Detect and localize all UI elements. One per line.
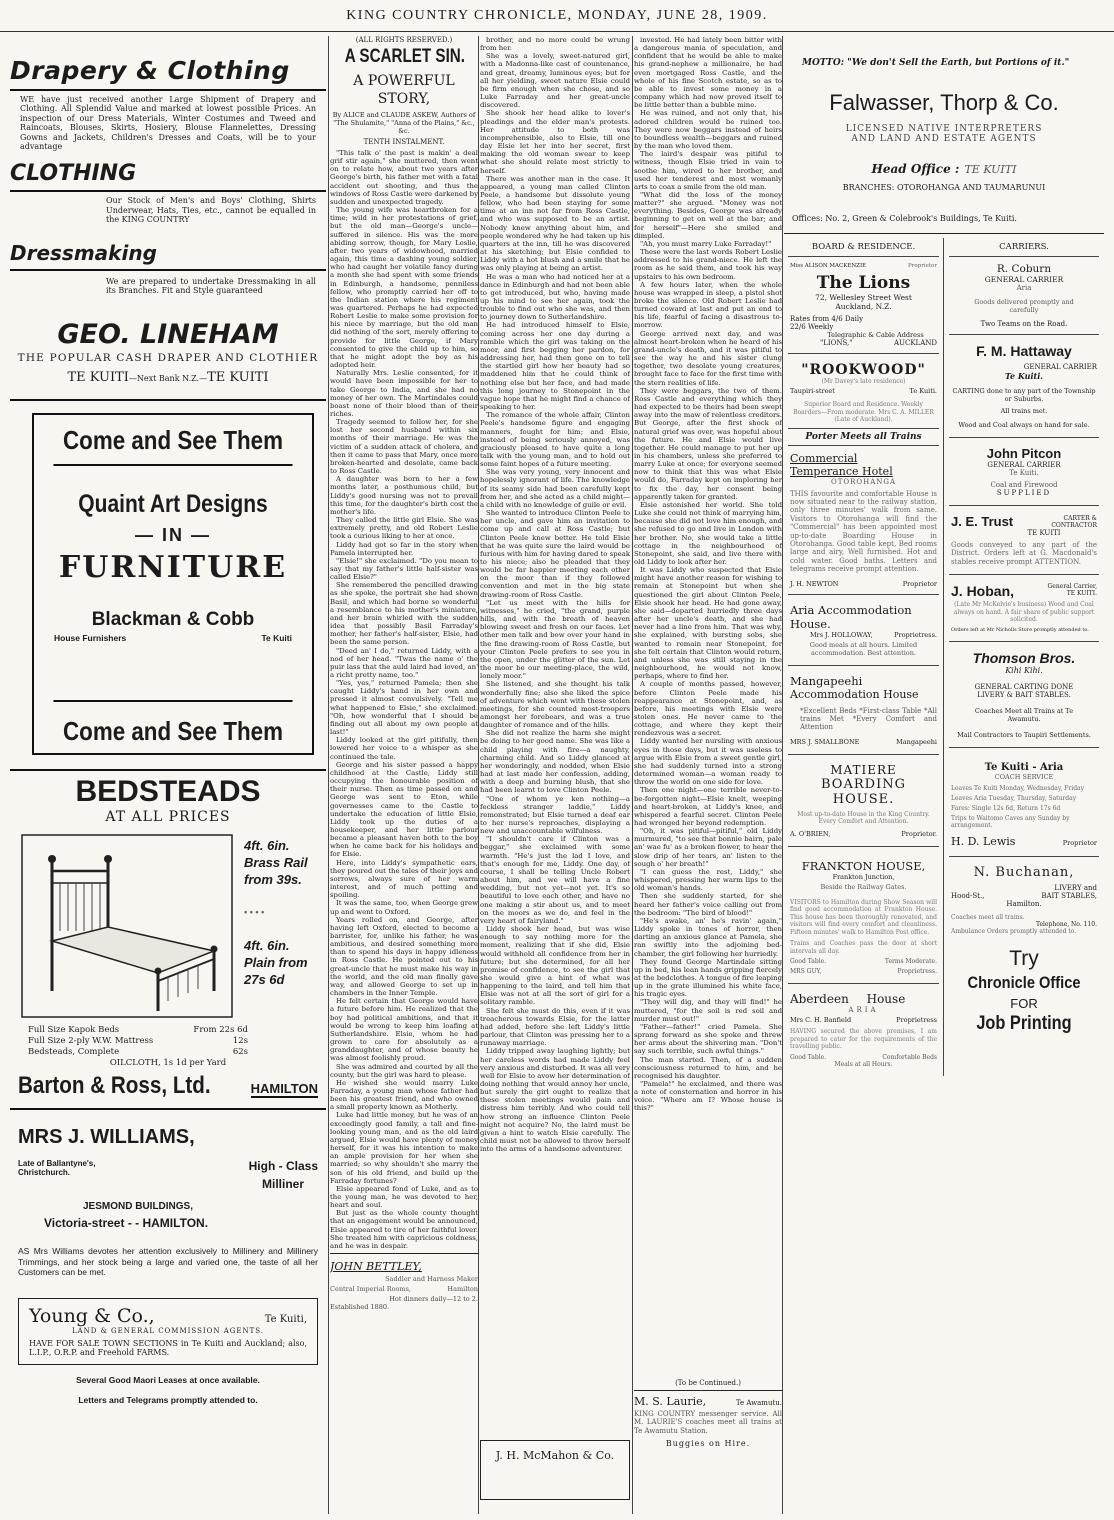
job-printing-advert [949,943,1099,1039]
mcmahon-advert [480,1440,630,1500]
coburn-body: Goods delivered promptly and carefully [974,298,1074,314]
commercial-town: OTOROHANGA [830,477,897,486]
laurie-advert [634,1390,782,1448]
rookwood-subtitle: (Mr Davey's late residence) [821,378,906,385]
thomson-trade-2: LIVERY & BAIT STABLES. [977,690,1071,699]
williams-street: Victoria-street - - HAMILTON. [44,1216,209,1231]
serial-paragraph: She wanted to introduce Clinton Peele to her uncle, and gave him an invitation to come up and call at Ross Castle; but Clinton Peele knew better. He told Elsie that he was quite sure the laird would be furious with him for having dared to speak to his niece; also he pleaded that they would be far happier meeting each other on the moor than if they followed convention and met in the big state drawing-room of Ross Castle. [480,509,630,599]
hoban-name: J. Hoban, [951,583,1015,600]
lions-tele-name: "LIONS," [820,339,853,347]
trust-body: Goods conveyed to any part of the District. Orders left at G. Macdonald's stables receive prompt ATTENTION. [951,541,1097,566]
barton-ross-town: HAMILTON [250,1081,318,1097]
masthead: KING COUNTRY CHRONICLE, MONDAY, JUNE 28, 1909. [0,8,1114,32]
buchanan-trade-2: BAIT STABLES, [1041,891,1097,900]
coburn-town: Aria [1016,284,1032,292]
serial-instalment: TENTH INSTALMENT. [363,138,445,146]
serial-paragraph: Elsie appeared fond of Luke, and as to the young man, he was devoted to her, heart and soul. [330,1184,478,1210]
matiere-prop-label: Proprietor. [901,829,937,838]
bedding-item: Full Size Kapok Beds [28,1025,120,1036]
serial-paragraph: He felt certain that George would have a future before him. He realized that the boy had political ambitions, and that it would be wrong to keep him loafing at Sutherlandshire. Elsie, whom he had grown to care for absolutely as a granddaughter, and of whose beauty he was almost foolishly proud. [330,997,478,1063]
bedstead-illustration [18,831,236,1021]
lineham-subtitle: THE POPULAR CASH DRAPER AND CLOTHIER [17,352,319,365]
serial-paragraph: But just as the whole county thought that an engagement would be announced, Elsie appeared to tire of her faithful lover. She treated him with capricious coldness, and he was in despair. [330,1209,478,1250]
trust-town: TE KUITI [1027,529,1061,537]
te-kuiti-aria-advert [949,747,1099,856]
aberdeen-prop-label: Proprietress [896,1016,937,1025]
serial-paragraph: Liddy tripped away laughing lightly; but her careless words had made Liddy feel very anxious and disturbed. It was all very well for Elsie to avow her determination of doing nothing that would annoy her uncle, but surely the girl ought to realize that these stolen meetings would pain and distress him terribly. And who could tell how strong an influence Clinton Peele might not acquire? No, the laird must be given a hint to watch Elsie carefully. The child must not be allowed to throw herself into the arms of a handsome adventurer. [480,1047,630,1154]
furniture-bottom-banner: Come and See Them [53,700,292,753]
serial-paragraph: She shook her head alike to lover's pleadings and the elder man's protests. Her attitude to both was incomprehensible, also to Elsie, till one day Elsie let her into her secret, first making the old woman swear to keep what she should relate most strictly to herself. [480,109,630,175]
hoban-body: (Late Mr McKelvie's business) Wood and Coal always on hand. A fair share of public support solicited. [953,601,1095,624]
frankton-prop-label: Proprietress. [897,968,937,976]
lions-name: The Lions [816,273,911,293]
buchanan-trade-1: LIVERY and [1054,883,1097,892]
pitcon-advert [949,437,1099,505]
dressmaking-heading: Dressmaking [10,240,157,265]
serial-paragraph: She did not realize the harm she might be doing to her good name. She was like a child playing with fire—a naughty, charming child. And so Liddy glanced at her wonderingly, and nodded, when Elsie had at last made her confession, adding, with a deep and burning blush, that she had been learnt to love Clinton Peele. [480,729,630,795]
serial-paragraph: These were the last words Robert Leslie addressed to his grand-niece. He left the room as he said them, and took his way upstairs to his own bedroom. [634,248,782,281]
hattaway-trade: GENERAL CARRIER [1023,363,1097,371]
job-printing-office: Chronicle Office [967,972,1081,992]
matiere-proprietor: A. O'BRIEN, [790,829,831,838]
mangapeehi-town: Mangapeehi [896,737,937,746]
young-subtitle: LAND & GENERAL COMMISSION AGENTS. [71,1326,265,1335]
lions-prop-label: Proprietor [908,263,937,269]
coburn-teams: Two Teams on the Road. [980,320,1068,328]
serial-paragraph: Liddy looked at the girl pitifully, then lowered her voice to a whisper as she continued the tale. [330,736,478,761]
serial-paragraph: The man started. Then, of a sudden consciousness returned to him, and he recognised his daughter. [634,1055,782,1080]
tk-aria-leaves-1: Leaves Te Kuiti Monday, Wednesday, Friday [951,784,1084,792]
bedding-item: Full Size 2-ply W.W. Mattress [28,1036,154,1047]
bedding-price-list [18,1021,318,1058]
serial-paragraph: A couple of months passed, however, before Clinton Peele made his reappearance at Stonepoint, and, as before, his meetings with Elsie were stolen ones. He never came to the cottage, and where they kept their rendezvous was a secret. [634,680,782,738]
mangapeehi-advert [788,665,939,754]
williams-milliner: Milliner [261,1177,304,1192]
aria-house-body: Good meals at all hours. Limited accommodation. Best attention. [809,640,918,657]
williams-name: MRS J. WILLIAMS, [18,1126,195,1149]
clothing-body: Our Stock of Men's and Boys' Clothing, Shirts Underwear, Hats, Ties, etc., cannot be equalled in the KING COUNTRY [106,196,316,225]
porter-notice: Porter Meets all Trains [788,428,939,446]
rookwood-town: Te Kuiti. [909,387,937,395]
falwasser-head-value: TE KUITI [964,163,1017,176]
serial-subtitle: A POWERFUL STORY, [353,73,455,107]
frankton-body: VISITORS to Hamilton during Show Season will find good accommodation at Frankton House. This house has been thoroughly renovated, and visitors will find every comfort and cleanliness. Fifteen minutes' walk to Hamilton Post office. [790,898,937,936]
rookwood-body: Superior Board and Residence. Weekly Boarders—From moderate. Mrs C. A. MILLER (Late of Auckland). [793,401,934,423]
falwasser-head-label: Head Office : [871,162,960,176]
pitcon-supplied: SUPPLIED [996,489,1052,497]
serial-continued: (To be Continued.) [675,1379,741,1387]
commercial-name-2: Temperance Hotel [790,464,893,478]
bettley-name: JOHN BETTLEY, [330,1260,422,1273]
serial-paragraph: "One of whom ye ken nothing—a feckless stranger laddie," Liddy remonstrated; but Elsie turned a deaf ear to her nurse's reproaches, displaying a new and unaccountable wilfulness. [480,794,630,836]
serial-paragraph: Naturally Mrs. Leslie consented, for it would have been impossible for her to take George to India, and she had no money of her own. The Martindales could boast none of their blood than of their riches. [330,369,478,418]
job-printing-label: Job Printing [976,1012,1072,1034]
aberdeen-meals: Meals at all Hours. [834,1060,893,1068]
serial-paragraph: Here, into Liddy's sympathetic ears, they poured out the tales of their joys and sorrows, always sure of her warm interest, and of much petting and spoiling. [330,858,478,900]
rookwood-advert [788,353,939,428]
job-printing-try: Try [1009,946,1039,970]
board-residence-section [784,238,944,1076]
coburn-name: R. Coburn [996,263,1052,275]
laurie-name: M. S. Laurie, [634,1395,707,1408]
lions-address-1: 72, Wellesley Street West [815,293,912,302]
young-body: HAVE FOR SALE TOWN SECTIONS in Te Kuiti and Auckland; also, L.I.P., O.R.P. and Freehold FARMS. [29,1338,307,1358]
lineham-town-b: TE KUITI [207,370,269,386]
commercial-proprietor: J. H. NEWTON [790,579,839,588]
bed-price-1: from 39s. [244,872,302,888]
serial-paragraph: The romance of the whole affair, Clinton Peele's handsome figure and engaging manners, fought for him; and Elsie, instead of being seriously annoyed, was graciously pleased to have quite a long talk with the young man, and to hold out some faint hopes of a future meeting. [480,411,630,469]
bettley-advert [330,1253,478,1439]
frankton-table: Good Table. [790,958,827,966]
hattaway-body: CARTING done to any part of the Township or Suburbs. [952,387,1096,403]
bed-price-2: 27s 6d [244,972,285,988]
column-serial-3 [634,36,782,1514]
serial-paragraph: She was a lovely, sweet-natured girl, with a Madonna-like cast of countenance, and great, dreamy, luminous eyes; but for all her yielding, sweet nature Elsie could be firm enough when she chose, and so Luke Farraday and her great-uncle discovered. [480,52,630,110]
commercial-name-1: Commercial [790,451,858,465]
coburn-advert [949,257,1099,334]
matiere-body: Most up-to-date House in the King Country. Every Comfort and Attention. [797,810,930,826]
serial-paragraph: The young wife was heartbroken for a time; wild in her protestations of grief, but the old man—George's uncle—suffered in silence. His was the more abiding sorrow, though, for Mary Leslie, after two years of widowhood, married again, this time a dashing young soldier, who had caught her volatile fancy during a month she had spent with some friends in Edinburgh, a handsome, penniless fellow, who promptly carried her off to the Indian station where his regiment was quartered. Perhaps he had expected Robert Leslie to make some provision for his niece by marriage, but the old man did nothing of the sort, merely offering to provide for little George, if Mary consented to give the child up to him, so that he might adopt the boy as his adopted heir. [330,206,478,370]
matiere-advert [788,754,939,846]
lions-rates: Rates from 4/6 Daily [790,315,864,323]
serial-paragraph: "Ah, you must marry Luke Farraday!" [640,239,772,248]
serial-paragraph: She felt she must do this, even if it was treacherous towards Elsie, for the latter had added, before she left Liddy's little parlour, that Clinton was pressing her to a runaway marriage. [480,1006,630,1048]
bed-size-2: 4ft. 6in. [244,938,290,954]
lions-tele-city: AUCKLAND [894,339,937,347]
column-serial-2 [480,36,630,1514]
matiere-name-2: BOARDING HOUSE. [821,776,906,807]
falwasser-line-1: LICENSED NATIVE INTERPRETERS [845,124,1043,134]
falwasser-offices: Offices: No. 2, Green & Colebrook's Buildings, Te Kuiti. [792,214,1017,223]
serial-paragraph: She remembered the pencilled drawing as she spoke, the portrait she had shown Basil, and which had borne so wonderful a resemblance to his mother's miniature, and her brain whirled with the sudden idea that possibly Basil Farraday's mother, her father's half-sister, Elsie, had been the same person. [330,581,478,647]
blackman-cobb-town: Te Kuiti [261,633,292,644]
trust-trade-1: CARTER & [1063,514,1097,522]
aria-house-prop-label: Proprietress. [894,630,937,639]
young-letters: Letters and Telegrams promptly attended to. [78,1394,258,1405]
trust-advert [949,505,1099,574]
aberdeen-beds: Comfortable Beds [882,1053,937,1061]
serial-text-end [634,36,782,1376]
tk-aria-prop-label: Proprietor [1062,838,1097,847]
oilcloth-price: OILCLOTH, 1s 1d per Yard [109,1058,227,1069]
trust-name: J. E. Trust [951,514,1014,529]
pitcon-town: Te Kuiti. [1009,469,1039,477]
pitcon-name: John Pitcon [986,446,1062,461]
serial-paragraph: She listened, and she thought his talk wonderfully fine; also she liked the spice of adventure which went with these stolen meetings, for she counted most-troopers amongst her forebears, and was a true daughter of romance and of the hills. [480,680,630,730]
drapery-heading: Drapery & Clothing [10,56,290,85]
lineham-town-a: TE KUITI [67,370,129,386]
tk-aria-name: Te Kuiti - Aria [984,761,1064,773]
pitcon-trade: GENERAL CARRIER [987,461,1061,469]
bedding-price: 62s [232,1047,248,1058]
serial-paragraph: It was the same, too, when George grew up and went to Oxford. [330,899,478,916]
tk-aria-fares: Fares: Single 12s 6d, Return 17s 6d [951,804,1061,812]
mangapeehi-name-1: Mangapeehi [790,673,863,688]
frankton-subtitle: Frankton Junction, [832,872,895,881]
aberdeen-table: Good Table. [790,1053,827,1061]
buchanan-telephone: Telephone, No. 110. [1035,920,1097,928]
serial-paragraph: Years rolled on, and George, after having left Oxford, elected to become a barrister, for, unlike his father, he was ambitious, and desired something more than to spend his days in happy idleness in Ross Castle. He pointed out to his great-uncle that he must make his way in the world, and the old man finally gave way, and allowed George to set up in chambers in the Inner Temple. [330,915,478,998]
williams-buildings: JESMOND BUILDINGS, [82,1201,193,1213]
serial-rights: (ALL RIGHTS RESERVED.) [355,36,453,44]
serial-paragraph: The laird's despair was pitiful to witness, though Elsie tried in vain to soothe him, wired to her brother, and used her tenderest and most womanly arts to coax a smile from the old man. [634,150,782,191]
dressmaking-body: We are prepared to undertake Dressmaking in all its Branches. Fit and Style guaranteed [106,276,316,296]
bedsteads-heading: BEDSTEADS [75,775,261,809]
column-directory [784,36,1104,1514]
lineham-location [10,370,326,385]
serial-paragraph: It was Liddy who suspected that Elsie might have another reason for wishing to remain at Stonepoint but when she questioned the girl about Clinton Peele, Elsie shook her head. He had gone away, she said—departed hurriedly three days after her uncle's death, and she had never had a line from him. That was why, she explained, with bursting sobs, she wanted to remain near Stonepoint, for she felt certain that Clinton would return, and unless she was still staying in the neighbourhood, he would not know, perhaps, where to find her. [634,566,782,681]
hoban-orders: Orders left at Mr Nicholls Store promptly attended to. [951,626,1089,633]
serial-paragraph: "They will dig, and they will find!" he muttered, "for the soil is red soil and murder must out!" [634,998,782,1023]
column-advertisements-left [10,36,326,1514]
serial-paragraph: He was ruined, and not only that, his adored children would be ruined too. They were now beggars instead of heirs to boundless wealth—beggars and ruined by the man who loved them. [634,109,782,151]
hattaway-name: F. M. Hattaway [976,343,1072,359]
bedsteads-advert: BEDSTEADS AT ALL PRICES 4ft. 6in. Brass Rail from 39s. • • • • 4ft. 6in. Plain from 27s 6d Full Size Kapok Beds From 22s 6d Full Size 2-ply W.W. Mattress 12s Bedsteads, Complete 62s OILCLOTH, 1s 1d per Yard Barton & Ross, Ltd. HAMILTON [18,775,318,1100]
lions-weekly: 22/6 Weekly [790,323,834,331]
bettley-town: Hamilton [447,1285,478,1293]
mangapeehi-proprietor: MRS J. SMALLBONE [790,737,860,746]
bedsteads-subtitle: AT ALL PRICES [105,809,231,826]
falwasser-name: Falwasser, Thorp & Co. [829,90,1059,115]
mangapeehi-body: *Excellent Beds *First-class Table *All trains Met *Every Comfort and Attention [800,706,937,732]
serial-paragraph: "He's awake, an' he's ravin' again," Liddy spoke in tones of horror, then darting an anxious glance at Pamela, she ran swiftly into the adjoining bed-chamber, the girl following her hurriedly. [634,916,782,958]
serial-paragraph: "This talk o' the past is makin' a deal grif stir again," she muttered, then went on to relate how, about two years after George's birth, his father met with a fatal accident out shooting, and thus the windows of Ross Castle were darkened by sudden and unexpected tragedy. [330,149,478,206]
falwasser-line-2: AND LAND AND ESTATE AGENTS [851,134,1037,144]
buchanan-street: Hood-St., [951,891,985,900]
serial-paragraph: A few hours later, when the whole house was wrapped in sleep, a pistol shot broke the silence. Old Robert Leslie had turned coward at last and put an end to his life, fearful of facing a disastrous to-morrow. [634,280,782,330]
coburn-trade: GENERAL CARRIER [984,275,1064,284]
bedding-price: 12s [232,1036,248,1047]
serial-paragraph: invested. He had lately been bitter with a dangerous mania of speculation, and confident that he would be able to make his grand-nephew a millionaire, he had even mortgaged Ross Castle, and the whole of his fine Scotch estate, so as to be able to invest some money in a company which had now proved itself to be little better than a bubble mine. [634,36,782,110]
falwasser-motto: MOTTO: "We don't Sell the Earth, but Portions of it." [802,58,1070,68]
hoban-advert [949,574,1099,641]
bed-type-2: Plain from [244,955,308,971]
mangapeehi-name-2: Accommodation House [790,687,919,701]
commercial-body: THIS favourite and comfortable House is now situated near to the railway station, only three minutes' walk from same. Visitors to Otorohanga will find the "Commercial" has been appointed most up-to-date Boarding House in Otorohanga. Good table kept, Bed rooms large and airy, Well furnished. Hot and cold water. Good baths. Letters and telegrams receive prompt attention. [790,489,937,574]
aberdeen-proprietor: Mrs C. H. Banfield [790,1016,852,1025]
lineham-next-bank: —Next Bank N.Z.— [128,374,208,384]
hattaway-trains: All trains met. [1000,407,1048,415]
serial-paragraph: A daughter was born to her a few months later, a posthumous child, but Liddy's good nursing was not to prevail this time, for the daughter's birth cost the mother's life. [330,475,478,516]
serial-paragraph: They called the little girl Elsie. She was extremely pretty, and old Robert Leslie took a curious liking to her at once. [330,516,478,541]
laurie-foot: Buggies on Hire. [665,1439,751,1449]
lions-advert [788,257,939,353]
aria-house-name-2: House. [790,616,831,631]
serial-paragraph: "What did the loss of the money matter?" she argued. "Money was not everything. Besides, George was already beginning to get on well at the bar; and for herself"—Here she smiled and dimpled. [634,190,782,240]
bettley-rooms: Central Imperial Rooms, [330,1285,411,1293]
aberdeen-body: HAVING secured the above premises, I am prepared to cater for the requirements of the travelling public. [790,1028,937,1051]
serial-paragraph: There was another man in the case. It appeared, a young man called Clinton Peele, a handsome but dissolute young fellow, who had been staying for some time at an inn not far from Ross Castle, and who was supposed to be an artist. Nobody knew anything about him, and people wondered why he had taken up his quarters at the inn, till he was discovered at his sketching; but Elsie confided to Liddy with a hot blush and a smile that he was only playing at being an artist. [480,174,630,273]
serial-paragraph: "Elsie!" she exclaimed. "Do you mean to say that my father's little half-sister was called Elsie?" [330,556,478,582]
serial-paragraph: "Yes, yes," returned Pamela; then she caught Liddy's hand in her own and pressed it almost convulsively. "Tell me what happened to Elsie," she exclaimed. "Oh, how wonderful that I should be finding out all about my own people at last!" [330,679,478,737]
matiere-name-1: MATIERE [830,762,897,777]
board-residence-heading: BOARD & RESIDENCE. [788,238,939,257]
serial-paragraph: Liddy had got so far in the story when Pamela interrupted her. [330,540,478,557]
thomson-coaches: Coaches Meet all Trains at Te Awamutu. [974,706,1074,723]
blackman-cobb-name: Blackman & Cobb [91,609,255,631]
frankton-house-advert [788,846,939,984]
serial-paragraph: "Pamela!" he exclaimed, and there was a note of consternation and horror in his voice. "Where am I? Whose house is this?" [634,1080,782,1113]
serial-paragraph: He wished she would marry Luke Farraday, a young man whose father had been his greatest friend, and who owned a small property known as Motherly. [330,1078,478,1112]
hattaway-advert [949,334,1099,437]
serial-paragraph: Elsie astonished her world. She told Luke she could not think of marrying him, because she did not love him enough, and she refused to go and live in London with her brother. No, she would take a little cottage in the neighbourhood of Stonepoint, she said, and live there with old Liddy to look after her. [634,500,782,566]
serial-paragraph: Liddy wanted her nursling with anxious eyes in those days, but it was useless to argue with Elsie from a sweet gentle girl, she had suddenly turned into a strong determined woman—a woman ready to throw the world on one side for love. [634,737,782,787]
thomson-mail: Mail Contractors to Taupiri Settlements. [957,730,1091,739]
serial-paragraph: George arrived next day, and was almost heart-broken when he heard of his grand-uncle's death, and it was pitiful to see the way he and his sister clung together, two desolate young creatures, brought face to face for the first time with the stern realities of life. [634,329,782,387]
frankton-terms: Terms Moderate. [884,958,937,966]
aria-house-proprietor: Mrs J. HOLLOWAY, [810,630,873,639]
thomson-name: Thomson Bros. [972,649,1076,666]
serial-text-continued [480,36,630,1434]
drapery-body: WE have just received another Large Shipment of Drapery and Clothing. All Splendid Value and marked at lowest possible Prices. An inspection of our Dress Materials, Winter Costumes and Tweed and Raincoats, Blouses, Skirts, Hosiery, Blouse Flannelettes, Dressing Gowns and Jackets, Children's Dresses and Coats, will be to your advantage [20,95,316,152]
williams-advert [10,1126,326,1278]
lions-address-2: Auckland, N.Z. [835,302,892,311]
young-name: Young & Co., [29,1304,155,1327]
blackman-cobb-trade: House Furnishers [54,633,127,644]
frankton-proprietor: MRS GUY, [790,968,822,976]
serial-paragraph: He was a man who had noticed her at a dance in Edinburgh and had not been able to get introduced, but who, having made up his mind to see her again, took the trouble to find out who she was, and then to journey down to Sutherlandshire. [480,272,630,322]
aria-house-advert [788,594,939,665]
aberdeen-house-advert [788,983,939,1076]
serial-paragraph: "Father—father!" cried Pamela. She sprang forward as she spoke and threw her arms about the shivering man. "Don't say such terrible, such awful things." [634,1022,782,1056]
serial-paragraph: Then one night—one terrible never-to-be-forgotten night—Elsie knelt, weeping and heart-broken, at Liddy's knee, and whispered a fearful secret. Clinton Peele had wronged her beyond redemption. [634,786,782,827]
hoban-town: TE KUITI. [1066,590,1097,598]
serial-paragraph: brother, and no more could be wrung from her. [480,36,630,53]
serial-paragraph: "I shouldn't care if Clinton was a beggar," she exclaimed with some warmth. "He's just the lad I love, and that's enough for me, Liddy. One day, of course, I shall be telling Uncle Robert about him, and we will have a fine wedding, but not yet—not yet. It's so beautiful to love each other, and have no one making a stir about us, and to meet on the moors as we do, and feel in the very heart of fairyland." [480,835,630,925]
column-serial-1 [330,36,478,1514]
falwasser-branches: BRANCHES: OTOROHANGA AND TAUMARUNUI [842,183,1046,192]
furniture-in: — IN — [134,525,211,546]
barton-ross-name: Barton & Ross, Ltd. [18,1072,211,1100]
serial-paragraph: "I can guess the rest, Liddy," she whispered, pressing her warm lips to the old woman's hands. [634,867,782,893]
falwasser-advert [784,58,1104,223]
bedding-item: Bedsteads, Complete [28,1047,120,1058]
laurie-body: KING COUNTRY messenger service. All M. LAURIE'S coaches meet all trains at Te Awamutu Station. [634,1410,782,1435]
serial-byline: By ALICE and CLAUDE ASKEW, Authors of "The Shulamite," "Anna of the Plains," &c., &c. [332,111,476,135]
bettley-trade: Saddler and Harness Maker [385,1275,478,1283]
bettley-hours: Hot dinners daily—12 to 2. [389,1295,478,1303]
williams-late: Late of Ballantyne's, Christchurch. [18,1159,96,1178]
bed-type-1: Brass Rail [244,855,308,871]
aberdeen-name: Aberdeen House [790,992,906,1007]
hattaway-wood: Wood and Coal always on hand for sale. [958,421,1090,429]
williams-high-class: High - Class [248,1159,318,1174]
buchanan-town: Hamilton. [1006,899,1042,908]
young-town: Te Kuiti, [264,1313,307,1325]
commercial-hotel-advert [788,446,939,594]
clothing-heading: CLOTHING [10,161,137,187]
williams-body: AS Mrs Williams devotes her attention exclusively to Millinery and Millinery Trimmings, and her stock being a large and varied one, the taste of all her Customers can be met. [18,1246,318,1278]
serial-paragraph: They found George Martindale sitting up in bed, his lean hands gripping fiercely at the bedclothes. A tongue of fire leaping up in the grate illumined his white face, his tragic eyes. [634,957,782,999]
young-leases: Several Good Maori Leases at once available. [76,1374,260,1385]
tk-aria-trips: Trips to Waitomo Caves any Sunday by arrangement. [951,814,1070,829]
serial-paragraph: She was very young, very innocent and hopelessly ignorant of life. The knowledge of its seamy side had been carefully kept from her, and she acted as a child might—a child with no knowledge of guile or evil. [480,468,630,509]
bedding-price: From 22s 6d [193,1025,248,1036]
bettley-established: Established 1880. [330,1303,390,1311]
serial-paragraph: Liddy shook her head, but was wise enough to say nothing more for the moment, realizing that if she did, Elsie would withhold all confidence from her in future; but she determined, for all her promise of confidence, to see the girl that she would give a hint of what was happening to the laird, and tell him that Elsie was not at all the sort of girl for a solitary ramble. [480,925,630,1007]
commercial-prop-label: Proprietor [902,579,937,588]
bedding-price-row [28,1025,248,1036]
buchanan-advert [949,856,1099,943]
bedding-price-row [28,1036,248,1047]
frankton-name: FRANKTON HOUSE, [801,858,926,873]
rookwood-name: "ROOKWOOD" [801,362,926,378]
lions-proprietor: Miss ALISON MACKENZIE [790,263,867,269]
frankton-beside: Beside the Railway Gates. [820,882,907,891]
lineham-advert [10,56,326,385]
trust-trade-2: CONTRACTOR [1051,521,1097,529]
furniture-top-banner: Come and See Them [53,415,292,466]
frankton-trains: Trains and Coaches pass the door at short intervals all day. [790,940,937,955]
hattaway-town: Te Kuiti. [1004,371,1044,381]
lineham-name: GEO. LINEHAM [57,319,279,351]
hoban-trade: General Carrier, [1047,583,1097,591]
thomson-trade-1: GENERAL CARTING DONE [974,682,1074,691]
serial-paragraph: Tragedy seemed to follow her, for she lost her second husband within six months of their marriage. He was the victim of a sudden attack of cholera, and then it came to pass that Mary, once more broken-hearted and desolate, came back to Ross Castle. [330,418,478,476]
serial-paragraph: They were beggars, the two of them. Ross Castle and everything which they had expected to be theirs had been swept away into the maw of relentless creditors. But George, after the first shock of natural grief was over, was hopeful about the future. He and Elsie would live together. He could manage to put her up in his chambers, unless she preferred to marry Luke at once; for everyone seemed now to think that this was what Elsie would do, Farraday kept on imploring her to fix the day, her consent being apparently taken for granted. [634,386,782,501]
serial-title: A SCARLET SIN. [344,46,465,67]
laurie-town: Te Awamutu. [735,1399,782,1407]
serial-paragraph: She was admired and courted by all the county, but the girl was hard to please. [330,1062,478,1079]
carriers-heading: CARRIERS. [949,238,1099,257]
aria-house-name-1: Aria Accommodation [790,602,912,617]
serial-paragraph: "Oh, it was pitiful—pitiful," old Liddy murmured, "to see that bonnie bairn, pale an' wae fu' as a broken flower, to hear the slow drip of her tears, an' listen to the sough o' her breath!" [634,827,782,868]
serial-paragraph: George and his sister passed a happy childhood at the Castle, Liddy still occupying the honourable position of their nurse. Then as time passed on and George was sent to Eton, while governesses came to the Castle to undertake the education of little Elsie, Liddy took up the duties of a housekeeper, and her little parlour became a pleasant haven both to the boy when he came back for his holidays and for Elsie. [330,760,478,859]
buchanan-ambulance: Ambulance Orders promptly attended to. [951,927,1077,935]
rookwood-street: Taupiri-street [790,387,835,395]
bedding-price-row [28,1047,248,1058]
job-printing-for: FOR [1010,995,1038,1011]
furniture-designs: Quaint Art Designs [78,490,268,519]
serial-paragraph: He had introduced himself to Elsie, coming across her one day during a ramble which the girl was taking on the moor, and first begging her pardon, for addressing her, had then gone on to tell the startled girl how her beauty had so maddened him that he could think of nothing else but her face, and had made this long journey to Stonepoint in the vague hope that he might find a chance of speaking to her. [480,321,630,412]
buchanan-name: N. Buchanan, [973,864,1075,880]
tk-aria-subtitle: COACH SERVICE [994,772,1054,781]
aberdeen-town: ARIA [848,1006,879,1015]
tk-aria-leaves-2: Leaves Aria Tuesday, Thursday, Saturday [951,794,1077,802]
serial-paragraph: "Let us meet with the hills for witnesses," he cried, "the grand, purple hills, and with the breath of heaven blowing sweet and fresh on our faces. Let other men talk and bow over your hand in the fine drawing-room of Ross Castle, but your Clinton Peele prefers to see you in the open, under the glitter of the sun. Let the moor be our meeting-place, the wild, lonely moor." [480,598,630,681]
serial-paragraph: Luke had little money, but he was of an exceedingly good family, a tall and fine-looking young man, and as the old laird argued, Elsie would have plenty of money herself, for it was his intention to make an ample provision for her when she married; so why shouldn't she marry the son of his old friend, and build up the Farraday fortunes? [330,1111,478,1185]
thomson-advert [949,641,1099,747]
carriers-section [944,238,1104,1076]
furniture-heading: FURNITURE [58,550,288,586]
serial-paragraph: "Deed an' I do," returned Liddy, with a nod of her head. "Twas the name o' the puir lass that the auld laird had loved, an' a richt pretty name, too." [330,646,478,679]
thomson-town: Kihi Kihi. [1005,665,1043,675]
tk-aria-proprietor: H. D. Lewis [951,834,1016,848]
mcmahon-name: J. H. McMahon & Co. [495,1449,615,1462]
young-advert [18,1298,318,1405]
serial-paragraph: Then she suddenly started, for she heard her father's voice calling out from the bedroom: "The bird of blood!" [634,892,782,917]
furniture-advert [32,413,314,755]
bed-size-1: 4ft. 6in. [244,838,290,854]
buchanan-coaches: Coaches meet all trains. [951,913,1025,921]
lions-telegraphic: Telegraphic & Cable Address [827,331,924,339]
serial-text [330,149,478,1253]
pitcon-coal: Coal and Firewood [990,481,1058,489]
